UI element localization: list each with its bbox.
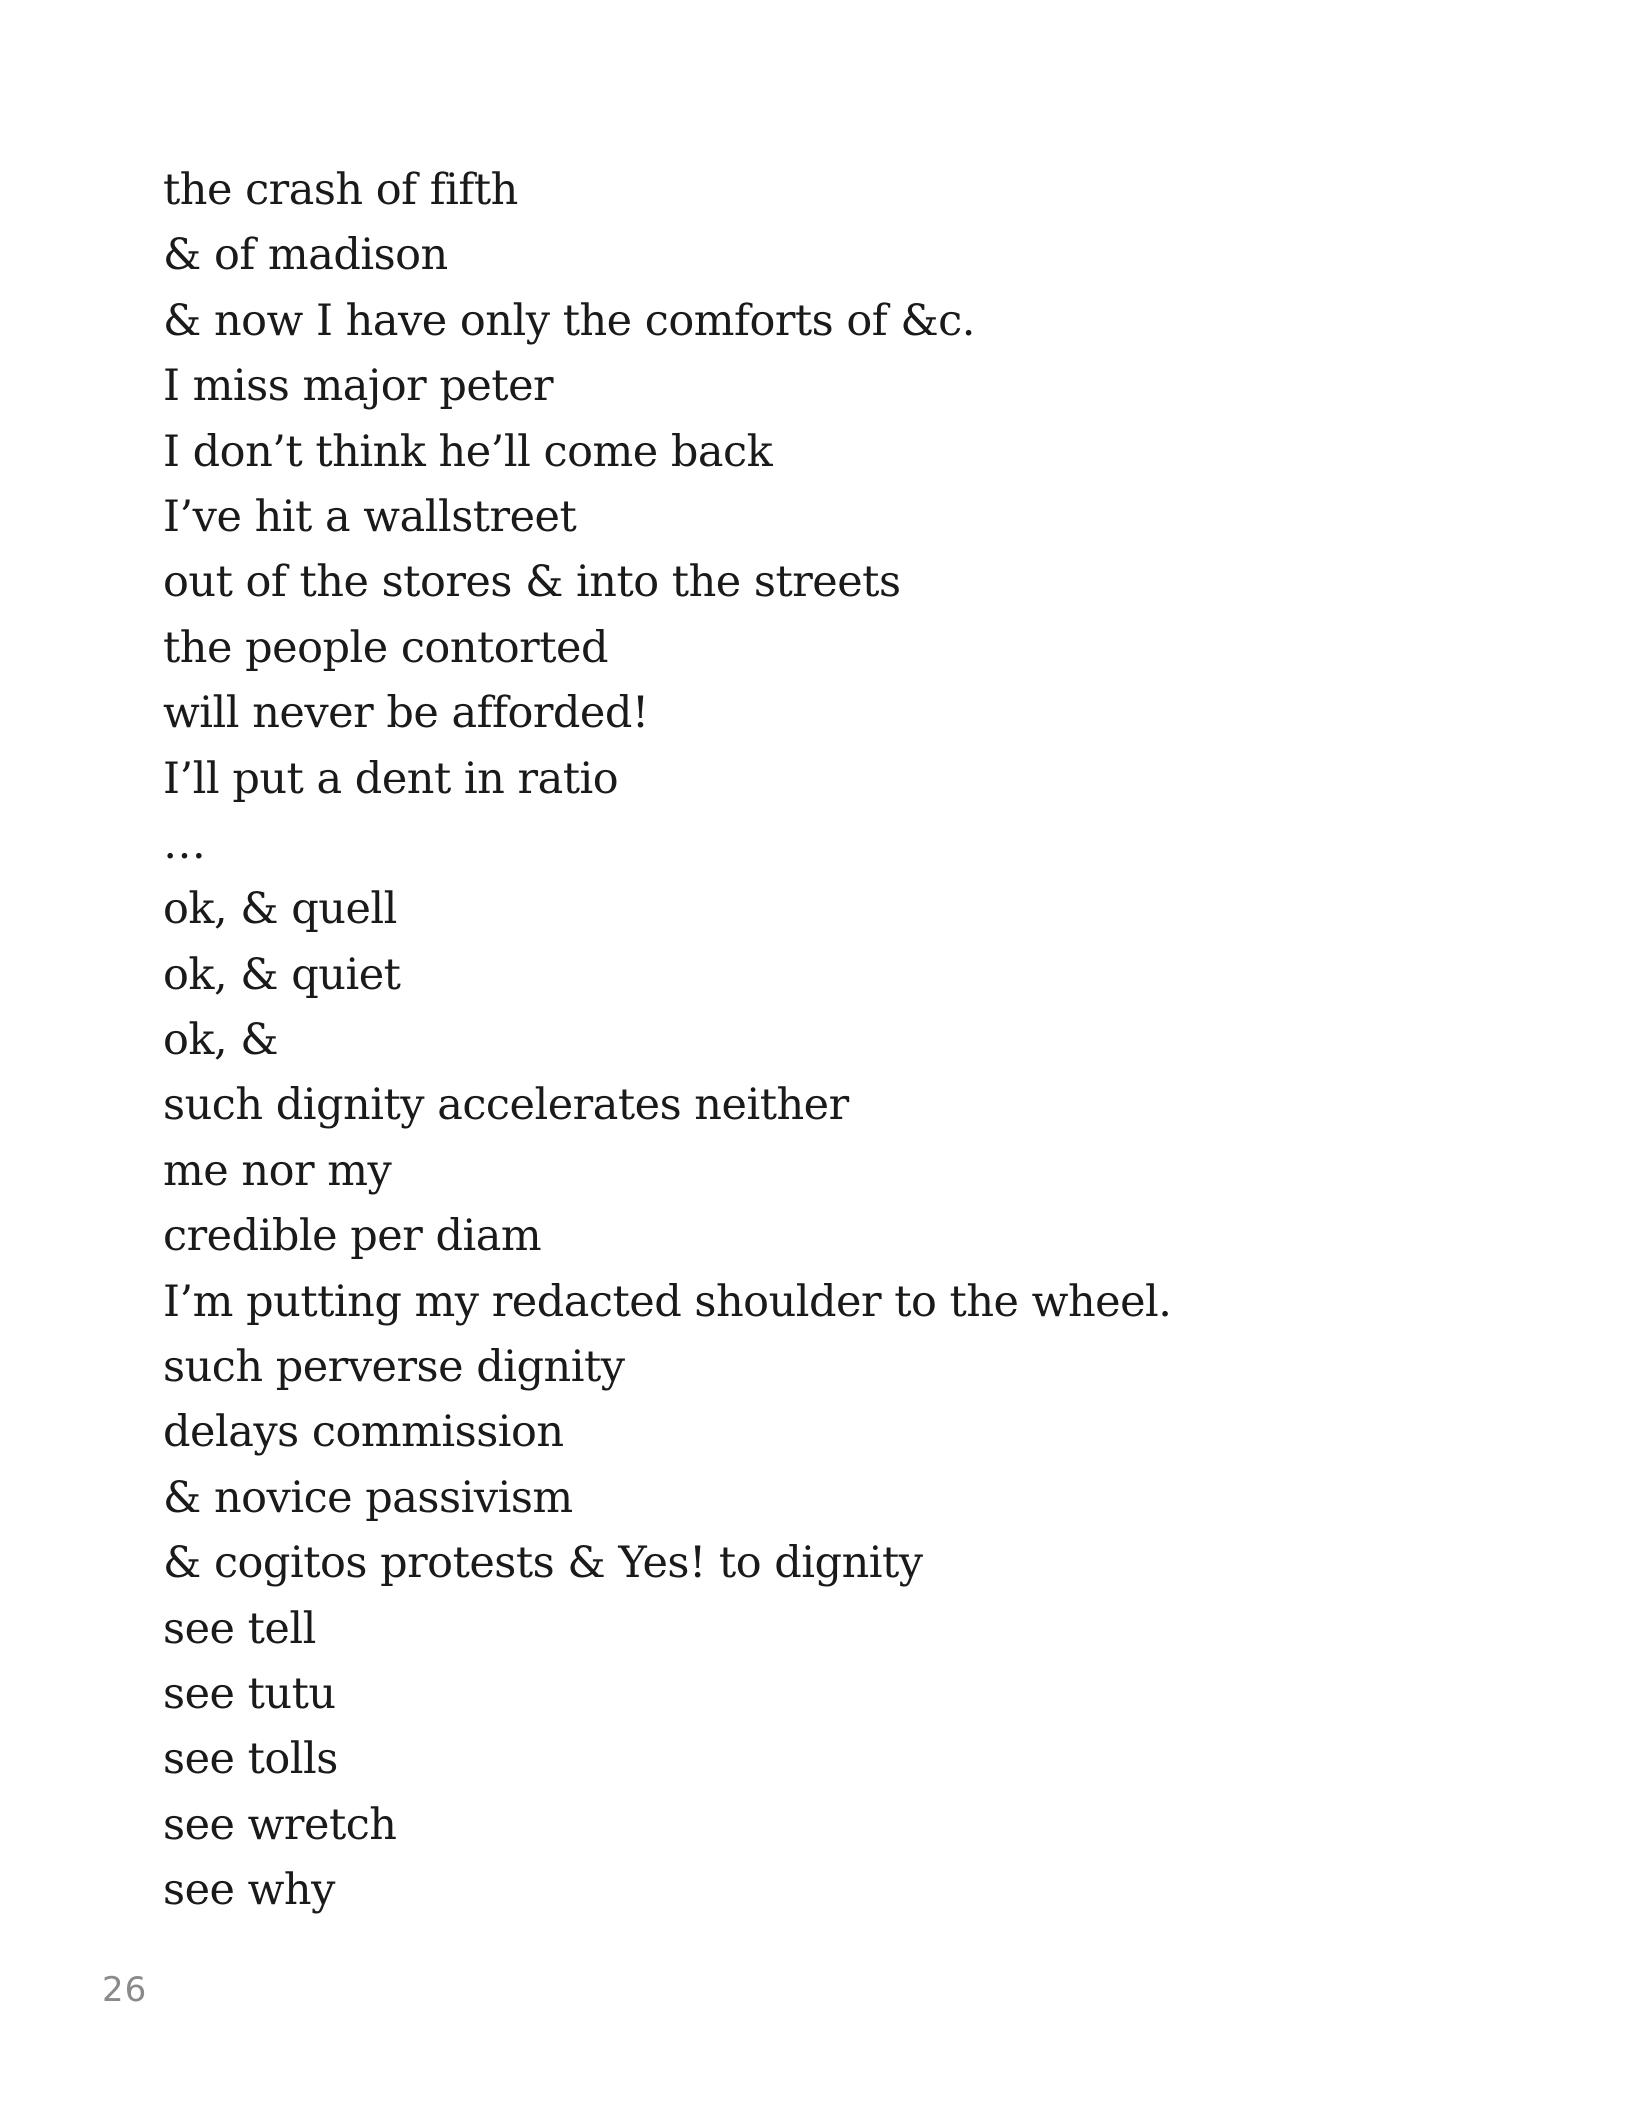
poem-line: ok, & quiet — [163, 949, 401, 1000]
page-number: 26 — [102, 1970, 148, 2010]
poem-line: will never be afforded! — [163, 688, 649, 739]
poem-line: delays commission — [163, 1407, 564, 1458]
poem-line: see why — [163, 1865, 335, 1916]
poem-line: & novice passivism — [163, 1472, 573, 1523]
poem-line: see tell — [163, 1603, 316, 1654]
poem-line: out of the stores & into the streets — [163, 557, 901, 608]
poem-line: & now I have only the comforts of &c. — [163, 295, 975, 346]
poem-line: & cogitos protests & Yes! to dignity — [163, 1538, 923, 1589]
poem-line: the crash of fifth — [163, 165, 518, 215]
poem-line: me nor my — [163, 1145, 392, 1196]
poem-ellipsis: … — [163, 818, 206, 869]
poem-line: I don’t think he’ll come back — [163, 426, 773, 477]
poem-line: I’m putting my redacted shoulder to the wheel. — [163, 1276, 1172, 1327]
poem-line: the people contorted — [163, 622, 608, 673]
poem-line: I’ll put a dent in ratio — [163, 753, 619, 804]
poem-body — [163, 158, 1171, 1924]
poem-line: see tolls — [163, 1734, 338, 1785]
poem-line: credible per diam — [163, 1211, 542, 1262]
poem-line: I’ve hit a wallstreet — [163, 491, 577, 542]
poem-line: ok, & quell — [163, 884, 397, 935]
poem-line: such perverse dignity — [163, 1342, 625, 1393]
poem-line: & of madison — [163, 230, 448, 281]
poem-line: ok, & — [163, 1015, 279, 1066]
poem-line: such dignity accelerates neither — [163, 1080, 849, 1131]
poem-line: see tutu — [163, 1668, 336, 1719]
poem-line: see wretch — [163, 1799, 397, 1850]
poem-line: I miss major peter — [163, 361, 554, 412]
